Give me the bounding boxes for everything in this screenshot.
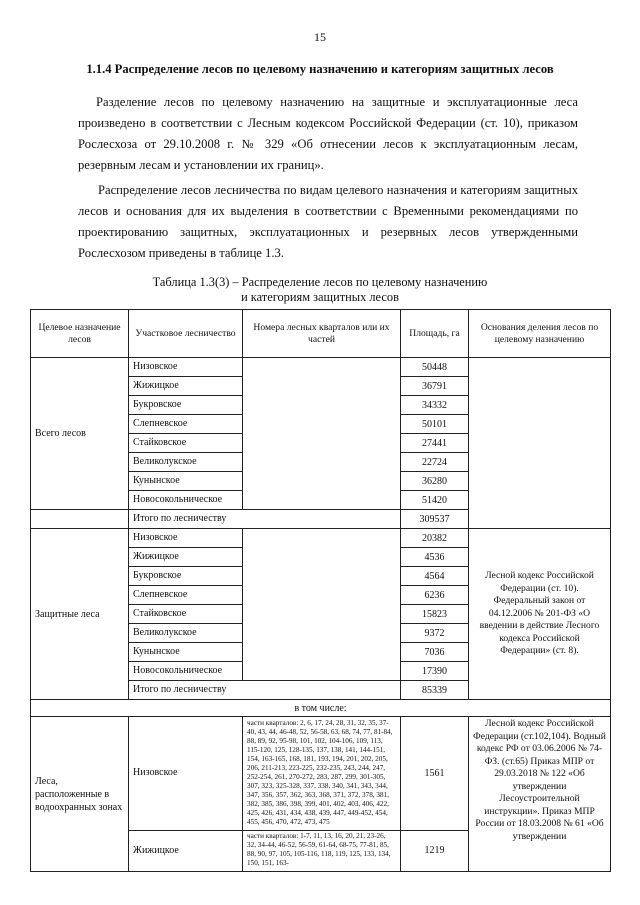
table-caption-line-1: Таблица 1.3(3) – Распределение лесов по целевому назначению <box>152 275 488 289</box>
basis-cell-empty <box>469 358 611 529</box>
district-name: Кунынское <box>129 472 243 491</box>
area-value: 20382 <box>401 529 469 548</box>
district-name: Жижицкое <box>129 548 243 567</box>
basis-water-text: Лесной кодекс Российской Федерации (ст.102,104). Водный кодекс РФ от 03.06.2006 № 74-ФЗ. (ст.65) Приказ МПР от 29.03.2018 № 122 «Об утверждении Лесоустроительной инструкции». Приказ МПР России от 18.03.2008 № 61 «Об утверждении <box>473 718 606 842</box>
basis-water <box>469 717 611 872</box>
area-value: 22724 <box>401 453 469 472</box>
area-value: 1561 <box>401 717 469 831</box>
area-value: 36280 <box>401 472 469 491</box>
header-purpose: Целевое назначение лесов <box>31 310 129 358</box>
quarters-list <box>243 830 401 871</box>
district-name: Новосокольническое <box>129 491 243 510</box>
district-name: Стайковское <box>129 434 243 453</box>
blank-cell <box>31 510 129 529</box>
district-name: Низовское <box>129 529 243 548</box>
group-label-all: Всего лесов <box>31 358 129 510</box>
header-district: Участковое лесничество <box>129 310 243 358</box>
basis-protective: Лесной кодекс Российской Федерации (ст. 10). Федеральный закон от 04.12.2006 № 201-ФЗ «О введении в действие Лесного кодекса Российской Федерации» (ст. 8). <box>469 529 611 700</box>
district-name: Слепневское <box>129 415 243 434</box>
district-name: Слепневское <box>129 586 243 605</box>
table-caption <box>0 275 640 305</box>
district-name: Низовское <box>129 717 243 831</box>
header-basis: Основания деления лесов по целевому назначению <box>469 310 611 358</box>
district-name: Новосокольническое <box>129 662 243 681</box>
area-value: 4536 <box>401 548 469 567</box>
table-row <box>31 717 611 831</box>
area-value: 4564 <box>401 567 469 586</box>
district-name: Великолукское <box>129 453 243 472</box>
area-value: 7036 <box>401 643 469 662</box>
area-value: 17390 <box>401 662 469 681</box>
district-name: Жижицкое <box>129 830 243 871</box>
area-value: 50448 <box>401 358 469 377</box>
section-heading: 1.1.4 Распределение лесов по целевому назначению и категориям защитных лесов <box>86 62 554 76</box>
table-row <box>31 529 611 548</box>
district-name: Великолукское <box>129 624 243 643</box>
area-value: 50101 <box>401 415 469 434</box>
quarters-list-text: части кварталов: 1-7, 11, 13, 16, 20, 21, 23-26, 32, 34-44, 46-52, 56-59, 61-64, 68-75, 77-81, 85, 88, 90, 97, 105, 105-116, 118, 119, 125, 133, 134, 150, 151, 163- <box>247 832 391 868</box>
district-name: Букровское <box>129 567 243 586</box>
quarters-cell <box>243 358 401 510</box>
district-name: Кунынское <box>129 643 243 662</box>
district-name: Низовское <box>129 358 243 377</box>
district-name: Жижицкое <box>129 377 243 396</box>
table-row <box>31 358 611 377</box>
area-value: 36791 <box>401 377 469 396</box>
header-quarters: Номера лесных кварталов или их частей <box>243 310 401 358</box>
area-value: 27441 <box>401 434 469 453</box>
paragraph-2: Распределение лесов лесничества по видам целевого назначения и категориям защитных лесов и основания для их выделения в соответствии с Временными рекомендациями по проектированию защитных, эксплуатационных и резервных лесов утвержденными Рослесхозом приведены в таблице 1.3. <box>78 183 578 260</box>
area-value: 15823 <box>401 605 469 624</box>
total-area: 309537 <box>401 510 469 529</box>
quarters-list: части кварталов: 2, 6, 17, 24, 28, 31, 32, 35, 37-40, 43, 44, 46-48, 52, 56-58, 63, 68, 74, 77, 81-84, 88, 89, 92, 95-98, 101, 102, 104-106, 109, 113, 115-120, 125, 128-135, 137, 138, 141, 144-151, 154, 163-165, 168, 181, 193, 194, 201, 202, 205, 206, 211-213, 223-225, 232-235, 243, 244, 247, 252-254, 261, 270-272, 283, 287, 299, 301-305, 307, 323, 325-328, 337, 338, 340, 341, 343, 344, 347, 356, 357, 362, 363, 368, 371, 372, 378, 381, 382, 385, 386, 398, 399, 401, 402, 403, 406, 422, 425, 426, 431, 434, 438, 439, 447, 449-452, 454, 455, 456, 470, 472, 473, 475 <box>243 717 401 831</box>
total-area: 85339 <box>401 681 469 700</box>
page-number: 15 <box>314 30 326 44</box>
area-value: 1219 <box>401 830 469 871</box>
forest-distribution-table <box>30 309 611 872</box>
group-label-protective: Защитные леса <box>31 529 129 700</box>
district-name: Букровское <box>129 396 243 415</box>
area-value: 6236 <box>401 586 469 605</box>
group-label-water: Леса, расположенные в водоохранных зонах <box>31 717 129 872</box>
area-value: 34332 <box>401 396 469 415</box>
area-value: 9372 <box>401 624 469 643</box>
including-row <box>31 700 611 717</box>
header-area: Площадь, га <box>401 310 469 358</box>
quarters-cell <box>243 529 401 681</box>
table-caption-line-2: и категориям защитных лесов <box>241 290 399 304</box>
total-label: Итого по лесничеству <box>129 510 401 529</box>
area-value: 51420 <box>401 491 469 510</box>
paragraph-1: Разделение лесов по целевому назначению на защитные и эксплуатационные леса произведено в соответствии с Лесным кодексом Российской Федерации (ст. 10), приказом Рослесхоза от 29.10.2008 г. № 329 «Об отнесении лесов к эксплуатационным лесам, резервным лесам и установлении их границ». <box>78 95 578 172</box>
total-label: Итого по лесничеству <box>129 681 401 700</box>
table-header-row <box>31 310 611 358</box>
including-label: в том числе: <box>31 700 611 717</box>
district-name: Стайковское <box>129 605 243 624</box>
